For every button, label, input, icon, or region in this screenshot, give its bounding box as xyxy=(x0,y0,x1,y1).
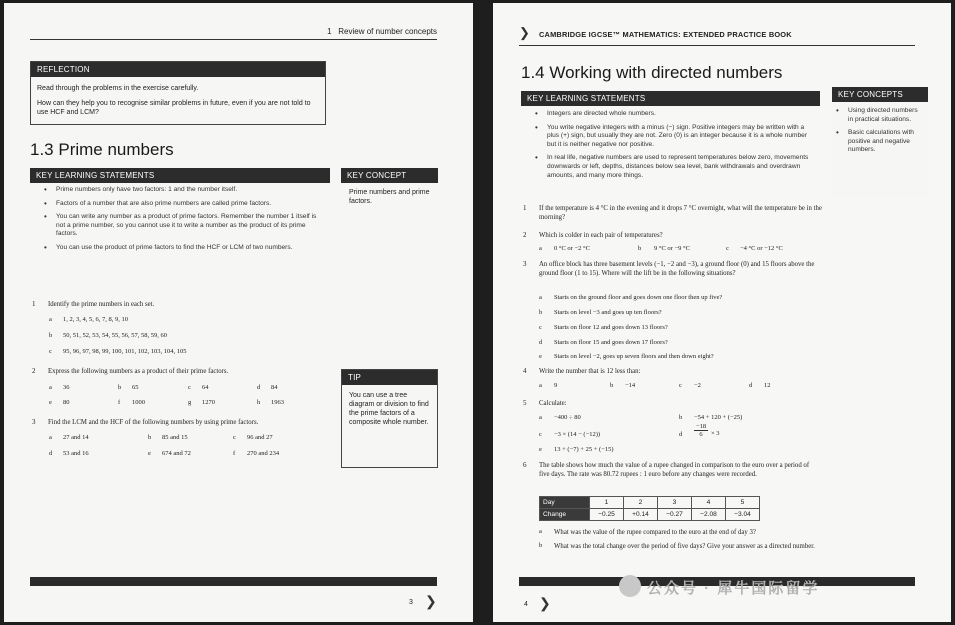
table-cell: +0.14 xyxy=(624,509,658,521)
reflection-line2: How can they help you to recognise similar problems in future, even if you are not told to use HCF and LCM? xyxy=(37,100,311,116)
q5-part-label: a xyxy=(539,414,542,421)
table-cell: −0.27 xyxy=(658,509,692,521)
q3-part-label: a xyxy=(49,434,52,441)
key-concepts-list xyxy=(832,107,924,160)
q2-text: Which is colder in each pair of temperatures? xyxy=(539,232,663,239)
q5-part-value: 13 + (−7) + 25 + (−15) xyxy=(554,446,614,453)
q5-number: 5 xyxy=(523,399,527,407)
q2-part-value: 1963 xyxy=(271,399,284,406)
q3-part-value: 27 and 14 xyxy=(63,434,89,441)
key-concept-box xyxy=(341,168,438,213)
q3-number: 3 xyxy=(32,418,36,426)
q2-part-label: c xyxy=(188,384,191,391)
q3-number: 3 xyxy=(523,260,527,268)
q3-part-value: 53 and 16 xyxy=(63,450,89,457)
q3-part-label: e xyxy=(539,353,542,360)
q3-part-label: d xyxy=(49,450,53,457)
table-cell: 1 xyxy=(590,497,624,509)
table-header-cell: Change xyxy=(540,509,590,521)
q5-part-value: −400 ÷ 80 xyxy=(554,414,581,421)
kls-list xyxy=(531,110,815,185)
q1-part-label: b xyxy=(49,332,53,339)
section-title: 1.3 Prime numbers xyxy=(30,140,174,159)
kls-title: KEY LEARNING STATEMENTS xyxy=(30,168,330,183)
kls-item: • You can write any number as a product of prime factors. Remember the number 1 itself is not a prime number, so you cannot use it to write a number as the product of its prime factors. xyxy=(40,213,320,239)
q5-part-label: c xyxy=(539,431,542,438)
q5-part-label: e xyxy=(539,446,542,453)
header-rule xyxy=(519,45,915,46)
book-title: CAMBRIDGE IGCSE™ MATHEMATICS: EXTENDED PRACTICE BOOK xyxy=(539,30,792,39)
table-cell: −0.25 xyxy=(590,509,624,521)
q3-part-label: c xyxy=(539,324,542,331)
table-cell: 2 xyxy=(624,497,658,509)
table-row xyxy=(540,509,760,521)
rupee-change-table xyxy=(539,496,760,521)
q2-part-value: 80 xyxy=(63,399,70,406)
q1-number: 1 xyxy=(523,204,527,212)
q3-part-label: a xyxy=(539,294,542,301)
q5-part-label: d xyxy=(679,431,683,438)
kls-item: • You can use the product of prime factors to find the HCF or LCM of two numbers. xyxy=(40,244,320,253)
key-concepts-title: KEY CONCEPTS xyxy=(832,87,928,102)
q3-part-label: e xyxy=(148,450,151,457)
q1-part-value: 50, 51, 52, 53, 54, 55, 56, 57, 58, 59, 60 xyxy=(63,332,167,339)
q1-part-label: c xyxy=(49,348,52,355)
kls-item: • Factors of a number that are also prime numbers are called prime factors. xyxy=(40,200,320,209)
key-concepts-item: • Using directed numbers in practical situations. xyxy=(832,107,924,124)
q4-part-value: 9 xyxy=(554,382,558,389)
watermark-text: 公众号 · 犀牛国际留学 xyxy=(647,580,820,597)
chevron-right-icon[interactable]: ❯ xyxy=(425,593,437,609)
header-rule xyxy=(30,39,437,40)
q3-part-value: 270 and 234 xyxy=(247,450,280,457)
q2-number: 2 xyxy=(32,367,36,375)
q2-part-value: 84 xyxy=(271,384,278,391)
q4-part-label: d xyxy=(749,382,753,389)
q3-part-label: b xyxy=(148,434,152,441)
q2-part-value: 9 °C or −9 °C xyxy=(654,245,690,252)
page-number: 4 xyxy=(524,601,528,608)
chevron-right-icon[interactable]: ❯ xyxy=(539,595,551,611)
q6-number: 6 xyxy=(523,461,527,469)
q2-number: 2 xyxy=(523,231,527,239)
q2-part-value: −4 °C or −12 °C xyxy=(740,245,783,252)
q5-part-value: −3 × (14 − (−12)) xyxy=(554,431,601,438)
q4-part-value: −14 xyxy=(625,382,636,389)
q4-part-value: 12 xyxy=(764,382,771,389)
q2-part-label: g xyxy=(188,399,192,406)
q3-text: An office block has three basement levels (−1, −2 and −3), a ground floor (0) and 15 floors above the ground floor (1 to 15). Where will the lift be in the following situations? xyxy=(539,261,815,277)
q6-part-value: What was the value of the rupee compared to the euro at the end of day 3? xyxy=(554,529,756,536)
q6-part-value: What was the total change over the period of five days? Give your answer as a directed number. xyxy=(554,543,815,550)
table-cell: 4 xyxy=(692,497,726,509)
table-cell: 5 xyxy=(726,497,760,509)
q2-text: Express the following numbers as a product of their prime factors. xyxy=(48,368,229,375)
kls-title: KEY LEARNING STATEMENTS xyxy=(521,91,820,106)
kls-item: • In real life, negative numbers are used to represent temperatures below zero, movements downwards or left, depths, distances below sea level, bank withdrawals and overdrawn amounts, and many more things. xyxy=(531,154,815,180)
q3-part-label: c xyxy=(233,434,236,441)
q5-fraction xyxy=(694,423,708,438)
q3-text: Find the LCM and the HCF of the following numbers by using prime factors. xyxy=(48,419,259,426)
wechat-logo-icon xyxy=(619,575,641,597)
q2-part-label: c xyxy=(726,245,729,252)
q1-part-value: 95, 96, 97, 98, 99, 100, 101, 102, 103, 104, 105 xyxy=(63,348,187,355)
q6-part-label: b xyxy=(539,542,543,549)
q2-part-label: b xyxy=(638,245,642,252)
q4-part-value: −2 xyxy=(694,382,701,389)
q3-part-label: f xyxy=(233,450,236,457)
table-header-cell: Day xyxy=(540,497,590,509)
q3-part-label: d xyxy=(539,339,543,346)
reflection-line1: Read through the problems in the exercise carefully. xyxy=(37,85,199,92)
q1-text: If the temperature is 4 °C in the evening and it drops 7 °C overnight, what will the temperature be in the morning? xyxy=(539,205,822,221)
page-number: 3 xyxy=(409,599,413,606)
fraction-denominator: 6 xyxy=(699,431,703,438)
q2-part-label: a xyxy=(539,245,542,252)
key-concepts-item: • Basic calculations with positive and negative numbers. xyxy=(832,129,924,155)
tip-text: You can use a tree diagram or division to find the prime factors of a composite whole number. xyxy=(349,392,429,426)
table-cell: −2.08 xyxy=(692,509,726,521)
q2-part-label: e xyxy=(49,399,52,406)
kls-item: • You write negative integers with a minus (−) sign. Positive integers may be written with a plus (+) sign, but usually they are not. Zero (0) is an integer because it is a whole number but it is neither negative nor positive. xyxy=(531,124,815,150)
left-page xyxy=(4,3,473,622)
table-cell: 3 xyxy=(658,497,692,509)
q5-text: Calculate: xyxy=(539,400,567,407)
q4-part-label: c xyxy=(679,382,682,389)
tip-box xyxy=(341,369,438,468)
table-cell: −3.04 xyxy=(726,509,760,521)
q4-text: Write the number that is 12 less than: xyxy=(539,368,641,375)
q3-part-value: 96 and 27 xyxy=(247,434,273,441)
right-page xyxy=(493,3,951,622)
q4-number: 4 xyxy=(523,367,527,375)
kls-item: • Prime numbers only have two factors: 1 and the number itself. xyxy=(40,186,320,195)
q2-part-value: 65 xyxy=(132,384,139,391)
q4-part-label: b xyxy=(610,382,614,389)
kls-list xyxy=(40,186,320,258)
q2-part-value: 36 xyxy=(63,384,70,391)
chapter-header: 1 Review of number concepts xyxy=(327,27,437,36)
key-concepts-box xyxy=(832,87,928,197)
q3-part-value: Starts on level −3 and goes up ten floors? xyxy=(554,309,662,316)
fraction-numerator: −18 xyxy=(695,423,707,430)
q2-part-label: h xyxy=(257,399,261,406)
key-concept-title: KEY CONCEPT xyxy=(341,168,438,183)
tip-title: TIP xyxy=(342,370,437,385)
q6-text: The table shows how much the value of a rupee changed in comparison to the euro over a period of five days. The rate was 80.72 rupees : 1 euro before any changes were recorded. xyxy=(539,462,810,478)
q3-part-value: Starts on the ground floor and goes down one floor then up five? xyxy=(554,294,723,301)
q3-part-label: b xyxy=(539,309,543,316)
q6-part-label: a xyxy=(539,528,542,535)
q1-part-value: 1, 2, 3, 4, 5, 6, 7, 8, 9, 10 xyxy=(63,316,128,323)
q2-part-value: 0 °C or −2 °C xyxy=(554,245,590,252)
table-row xyxy=(540,497,760,509)
chevron-right-icon: ❯ xyxy=(519,25,530,40)
reflection-box xyxy=(30,61,326,125)
q2-part-value: 1000 xyxy=(132,399,145,406)
q3-part-value: 674 and 72 xyxy=(162,450,191,457)
footer-bar xyxy=(30,577,437,586)
reflection-title: REFLECTION xyxy=(31,62,325,77)
q5-part-label: b xyxy=(679,414,683,421)
q2-part-label: f xyxy=(118,399,121,406)
q5-part-value: × 3 xyxy=(711,430,720,437)
q3-part-value: Starts on floor 12 and goes down 13 floors? xyxy=(554,324,668,331)
section-title: 1.4 Working with directed numbers xyxy=(521,63,783,82)
q5-part-value: −54 + 120 + (−25) xyxy=(694,414,743,421)
q4-part-label: a xyxy=(539,382,542,389)
q2-part-value: 64 xyxy=(202,384,209,391)
kls-item: • Integers are directed whole numbers. xyxy=(531,110,815,119)
q3-part-value: Starts on floor 15 and goes down 17 floors? xyxy=(554,339,668,346)
q1-part-label: a xyxy=(49,316,52,323)
q2-part-value: 1270 xyxy=(202,399,215,406)
q2-part-label: b xyxy=(118,384,122,391)
q1-text: Identify the prime numbers in each set. xyxy=(48,301,155,308)
q3-part-value: Starts on level −2, goes up seven floors and then down eight? xyxy=(554,353,714,360)
q3-part-value: 85 and 15 xyxy=(162,434,188,441)
q2-part-label: d xyxy=(257,384,261,391)
key-concept-text: Prime numbers and prime factors. xyxy=(349,189,430,205)
q2-part-label: a xyxy=(49,384,52,391)
q1-number: 1 xyxy=(32,300,36,308)
